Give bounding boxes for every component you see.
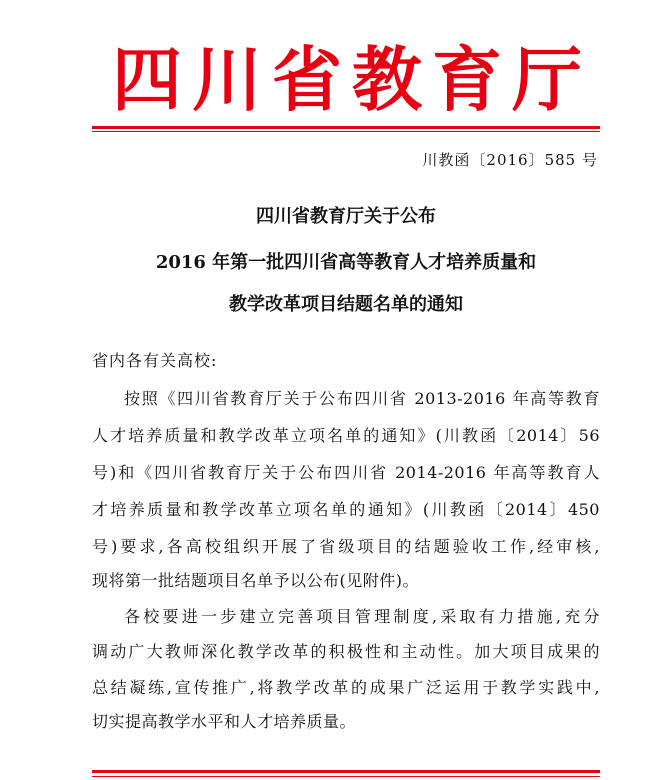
footer-divider xyxy=(92,770,600,773)
footer-divider-thin xyxy=(92,776,600,777)
letterhead-char: 川 xyxy=(192,38,262,121)
letterhead-title xyxy=(112,30,582,130)
body-paragraph-1-line: 才培养质量和教学改革立项名单的通知》(川教函〔2014〕450 xyxy=(92,500,600,519)
body-paragraph-1-line: 现将第一批结题项目名单予以公布(见附件)。 xyxy=(92,571,419,590)
body-paragraph-2-line: 总结凝练,宣传推广,将教学改革的成果广泛运用于教学实践中, xyxy=(92,678,600,697)
letterhead-char: 育 xyxy=(432,38,502,121)
body-paragraph-1-line: 按照《四川省教育厅关于公布四川省 2013-2016 年高等教育 xyxy=(124,389,600,408)
letterhead-char: 教 xyxy=(352,38,422,121)
body-paragraph-1-line: 人才培养质量和教学改革立项名单的通知》(川教函〔2014〕56 xyxy=(92,426,600,445)
body-paragraph-1-line: 号)要求,各高校组织开展了省级项目的结题验收工作,经审核, xyxy=(92,537,600,556)
letterhead-char: 四 xyxy=(112,38,182,121)
body-paragraph-2-line: 切实提高教学水平和人才培养质量。 xyxy=(92,712,357,731)
body-paragraph-1-line: 号)和《四川省教育厅关于公布四川省 2014-2016 年高等教育人 xyxy=(92,463,600,482)
document-number: 川教函〔2016〕585 号 xyxy=(422,151,598,169)
body-paragraph-2-line: 各校要进一步建立完善项目管理制度,采取有力措施,充分 xyxy=(124,607,600,626)
document-title-line-3: 教学改革项目结题名单的通知 xyxy=(229,294,463,315)
letterhead-divider xyxy=(92,126,600,129)
letterhead-divider-thin xyxy=(92,131,600,132)
letterhead-char: 省 xyxy=(272,38,342,121)
document-title-line-2: 2016 年第一批四川省高等教育人才培养质量和 xyxy=(155,252,537,273)
letterhead-char: 厅 xyxy=(512,38,582,121)
addressee: 省内各有关高校: xyxy=(92,351,218,370)
body-paragraph-2-line: 调动广大教师深化教学改革的积极性和主动性。加大项目成果的 xyxy=(92,642,600,661)
document-title-line-1: 四川省教育厅关于公布 xyxy=(256,206,436,227)
